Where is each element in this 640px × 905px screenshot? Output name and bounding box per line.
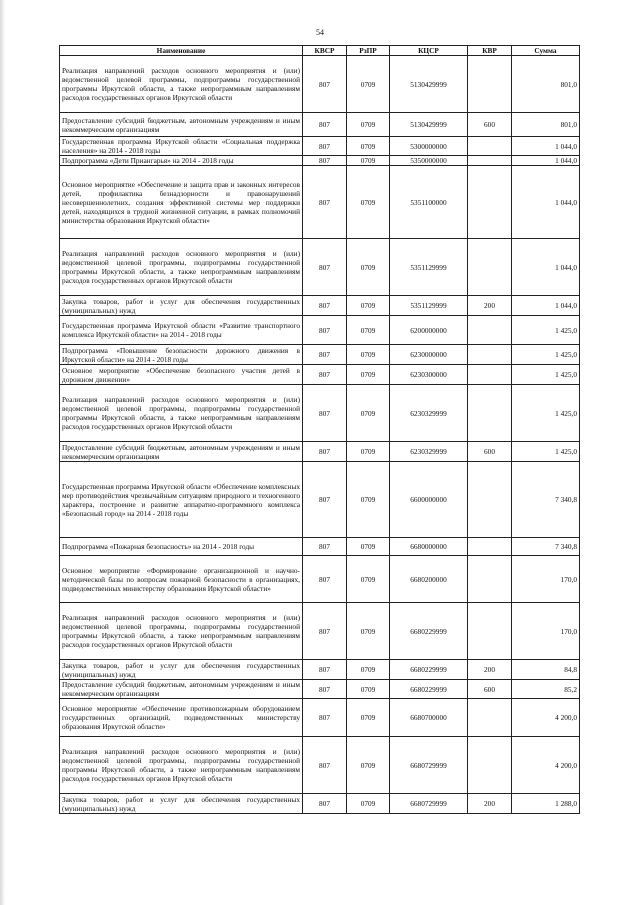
cell-name: Государственная программа Иркутской области «Социальная поддержка населения» на 2014 - 2018 годы: [60, 137, 303, 156]
header-rzpr: РзПР: [347, 46, 390, 56]
cell-kvsr: 807: [303, 345, 347, 365]
table-row: [60, 442, 580, 462]
cell-kcsr: 6680729999: [390, 794, 468, 814]
cell-rzpr: 0709: [347, 296, 390, 316]
cell-kcsr: 5351100000: [390, 166, 468, 239]
cell-name: Основное мероприятие «Обеспечение и защита прав и законных интересов детей, профилактика безнадзорности и правонарушений несовершеннолетних, создания эффективной системы мер поддержки детей, находящихся в трудной жизненной ситуации, в рамках полномочий министерства образования Иркутской области»: [60, 166, 303, 239]
cell-rzpr: 0709: [347, 538, 390, 556]
table-row: [60, 166, 580, 239]
cell-kvsr: 807: [303, 603, 347, 660]
cell-kvr: 200: [468, 296, 512, 316]
table-row: [60, 699, 580, 737]
table-row: [60, 316, 580, 345]
cell-kvr: 200: [468, 794, 512, 814]
cell-kcsr: 6680729999: [390, 737, 468, 794]
cell-kcsr: 6230300000: [390, 365, 468, 385]
table-row: [60, 365, 580, 385]
cell-rzpr: 0709: [347, 56, 390, 113]
cell-kcsr: 5130429999: [390, 56, 468, 113]
cell-kvsr: 807: [303, 56, 347, 113]
cell-kvr: [468, 166, 512, 239]
cell-kcsr: 6680000000: [390, 538, 468, 556]
cell-kvsr: 807: [303, 462, 347, 538]
cell-kvr: 600: [468, 113, 512, 137]
cell-sum: 1 288,0: [512, 794, 580, 814]
cell-sum: 1 044,0: [512, 239, 580, 296]
header-kvsr: КВСР: [303, 46, 347, 56]
table-body: [60, 56, 580, 814]
table-row: [60, 538, 580, 556]
table-row: [60, 680, 580, 699]
cell-kcsr: 6230329999: [390, 385, 468, 442]
cell-kvsr: 807: [303, 660, 347, 680]
cell-kvr: [468, 556, 512, 603]
cell-name: Государственная программа Иркутской области «Обеспечение комплексных мер противодействия чрезвычайным ситуациям природного и техногенного характера, построение и развитие аппаратно-программного комплекса «Безопасный город» на 2014 - 2018 годы: [60, 462, 303, 538]
table-row: [60, 794, 580, 814]
table-header-row: [60, 46, 580, 56]
cell-kvsr: 807: [303, 316, 347, 345]
table-row: [60, 156, 580, 166]
cell-kvr: [468, 538, 512, 556]
header-sum: Сумма: [512, 46, 580, 56]
cell-rzpr: 0709: [347, 137, 390, 156]
cell-sum: 170,0: [512, 556, 580, 603]
cell-name: Подпрограмма «Дети Приангарья» на 2014 - 2018 годы: [60, 156, 303, 166]
table-row: [60, 345, 580, 365]
cell-sum: 1 425,0: [512, 316, 580, 345]
cell-rzpr: 0709: [347, 345, 390, 365]
cell-name: Предоставление субсидий бюджетным, автономным учреждениям и иным некоммерческим организациям: [60, 442, 303, 462]
cell-name: Реализация направлений расходов основного мероприятия и (или) ведомственной целевой программы, подпрограммы государственной программы Иркутской области, а также непрограммным направлениям расходов государственных органов Иркутской области: [60, 56, 303, 113]
cell-kcsr: 6680700000: [390, 699, 468, 737]
cell-kvr: [468, 316, 512, 345]
cell-kvr: [468, 239, 512, 296]
cell-name: Подпрограмма «Пожарная безопасность» на 2014 - 2018 годы: [60, 538, 303, 556]
cell-rzpr: 0709: [347, 156, 390, 166]
cell-name: Основное мероприятие «Обеспечение противопожарным оборудованием государственных организаций, подведомственных министерству образования Иркутской области»: [60, 699, 303, 737]
cell-sum: 1 044,0: [512, 166, 580, 239]
cell-sum: 7 340,8: [512, 538, 580, 556]
table-row: [60, 137, 580, 156]
table-row: [60, 239, 580, 296]
cell-name: Реализация направлений расходов основного мероприятия и (или) ведомственной целевой программы, подпрограммы государственной программы Иркутской области, а также непрограммным направлениям расходов государственных органов Иркутской области: [60, 737, 303, 794]
cell-name: Основное мероприятие «Формирование организационной и научно-методической базы по вопросам пожарной безопасности в организациях, подведомственных министерству образования Иркутской области»: [60, 556, 303, 603]
cell-kvsr: 807: [303, 137, 347, 156]
cell-rzpr: 0709: [347, 462, 390, 538]
cell-kvsr: 807: [303, 166, 347, 239]
cell-name: Подпрограмма «Повышение безопасности дорожного движения в Иркутской области» на 2014 - 2018 годы: [60, 345, 303, 365]
cell-rzpr: 0709: [347, 166, 390, 239]
cell-kvr: [468, 385, 512, 442]
cell-rzpr: 0709: [347, 365, 390, 385]
cell-rzpr: 0709: [347, 660, 390, 680]
cell-kcsr: 5351129999: [390, 296, 468, 316]
cell-kvsr: 807: [303, 239, 347, 296]
cell-name: Предоставление субсидий бюджетным, автономным учреждениям и иным некоммерческим организациям: [60, 680, 303, 699]
header-kvr: КВР: [468, 46, 512, 56]
cell-rzpr: 0709: [347, 737, 390, 794]
cell-kcsr: 6680229999: [390, 660, 468, 680]
cell-kcsr: 6680229999: [390, 680, 468, 699]
cell-sum: 4 200,0: [512, 699, 580, 737]
cell-kvsr: 807: [303, 442, 347, 462]
table-row: [60, 113, 580, 137]
cell-rzpr: 0709: [347, 680, 390, 699]
cell-kvr: [468, 365, 512, 385]
cell-rzpr: 0709: [347, 699, 390, 737]
cell-sum: 1 425,0: [512, 345, 580, 365]
scan-edge: [0, 0, 5, 905]
cell-kvr: [468, 603, 512, 660]
cell-name: Закупка товаров, работ и услуг для обеспечения государственных (муниципальных) нужд: [60, 660, 303, 680]
cell-kvr: [468, 462, 512, 538]
table-row: [60, 660, 580, 680]
cell-sum: 801,0: [512, 56, 580, 113]
cell-kcsr: 5130429999: [390, 113, 468, 137]
cell-kvr: [468, 156, 512, 166]
cell-kcsr: 6680200000: [390, 556, 468, 603]
cell-kvsr: 807: [303, 113, 347, 137]
cell-sum: 1 425,0: [512, 385, 580, 442]
cell-sum: 1 425,0: [512, 365, 580, 385]
table-row: [60, 56, 580, 113]
cell-rzpr: 0709: [347, 603, 390, 660]
cell-kcsr: 5350000000: [390, 156, 468, 166]
table-row: [60, 462, 580, 538]
cell-sum: 1 044,0: [512, 156, 580, 166]
cell-kvr: [468, 345, 512, 365]
cell-name: Основное мероприятие «Обеспечение безопасного участия детей в дорожном движении»: [60, 365, 303, 385]
cell-sum: 1 044,0: [512, 137, 580, 156]
cell-kvr: [468, 737, 512, 794]
cell-rzpr: 0709: [347, 113, 390, 137]
cell-kvsr: 807: [303, 556, 347, 603]
cell-kcsr: 6230000000: [390, 345, 468, 365]
cell-kvsr: 807: [303, 538, 347, 556]
table-row: [60, 385, 580, 442]
cell-kvsr: 807: [303, 699, 347, 737]
cell-kcsr: 5300000000: [390, 137, 468, 156]
cell-kvsr: 807: [303, 737, 347, 794]
table-row: [60, 603, 580, 660]
header-name: Наименование: [60, 46, 303, 56]
cell-kcsr: 6230329999: [390, 442, 468, 462]
cell-name: Реализация направлений расходов основного мероприятия и (или) ведомственной целевой программы, подпрограммы государственной программы Иркутской области, а также непрограммным направлениям расходов государственных органов Иркутской области: [60, 385, 303, 442]
cell-sum: 84,8: [512, 660, 580, 680]
cell-name: Закупка товаров, работ и услуг для обеспечения государственных (муниципальных) нужд: [60, 296, 303, 316]
cell-kvsr: 807: [303, 385, 347, 442]
cell-sum: 7 340,8: [512, 462, 580, 538]
budget-table: [59, 45, 580, 814]
cell-sum: 85,2: [512, 680, 580, 699]
cell-rzpr: 0709: [347, 385, 390, 442]
cell-kcsr: 6200000000: [390, 316, 468, 345]
cell-kvr: 600: [468, 442, 512, 462]
cell-kvsr: 807: [303, 680, 347, 699]
cell-kvr: [468, 137, 512, 156]
cell-name: Реализация направлений расходов основного мероприятия и (или) ведомственной целевой программы, подпрограммы государственной программы Иркутской области, а также непрограммным направлениям расходов государственных органов Иркутской области: [60, 603, 303, 660]
cell-kvsr: 807: [303, 156, 347, 166]
cell-sum: 170,0: [512, 603, 580, 660]
cell-kvr: [468, 56, 512, 113]
cell-rzpr: 0709: [347, 239, 390, 296]
cell-name: Предоставление субсидий бюджетным, автономным учреждениям и иным некоммерческим организациям: [60, 113, 303, 137]
table-row: [60, 296, 580, 316]
cell-kvr: [468, 699, 512, 737]
cell-name: Государственная программа Иркутской области «Развитие транспортного комплекса Иркутской области» на 2014 - 2018 годы: [60, 316, 303, 345]
page-number: 54: [316, 28, 324, 37]
cell-kcsr: 6600000000: [390, 462, 468, 538]
header-kcsr: КЦСР: [390, 46, 468, 56]
cell-kvr: 600: [468, 680, 512, 699]
cell-kvsr: 807: [303, 296, 347, 316]
cell-rzpr: 0709: [347, 442, 390, 462]
cell-kcsr: 6680229999: [390, 603, 468, 660]
cell-kcsr: 5351129999: [390, 239, 468, 296]
cell-sum: 801,0: [512, 113, 580, 137]
cell-rzpr: 0709: [347, 794, 390, 814]
cell-sum: 1 044,0: [512, 296, 580, 316]
table-row: [60, 737, 580, 794]
cell-name: Реализация направлений расходов основного мероприятия и (или) ведомственной целевой программы, подпрограммы государственной программы Иркутской области, а также непрограммным направлениям расходов государственных органов Иркутской области: [60, 239, 303, 296]
cell-rzpr: 0709: [347, 556, 390, 603]
table-row: [60, 556, 580, 603]
cell-rzpr: 0709: [347, 316, 390, 345]
cell-kvsr: 807: [303, 365, 347, 385]
cell-sum: 1 425,0: [512, 442, 580, 462]
cell-name: Закупка товаров, работ и услуг для обеспечения государственных (муниципальных) нужд: [60, 794, 303, 814]
cell-sum: 4 200,0: [512, 737, 580, 794]
cell-kvsr: 807: [303, 794, 347, 814]
cell-kvr: 200: [468, 660, 512, 680]
